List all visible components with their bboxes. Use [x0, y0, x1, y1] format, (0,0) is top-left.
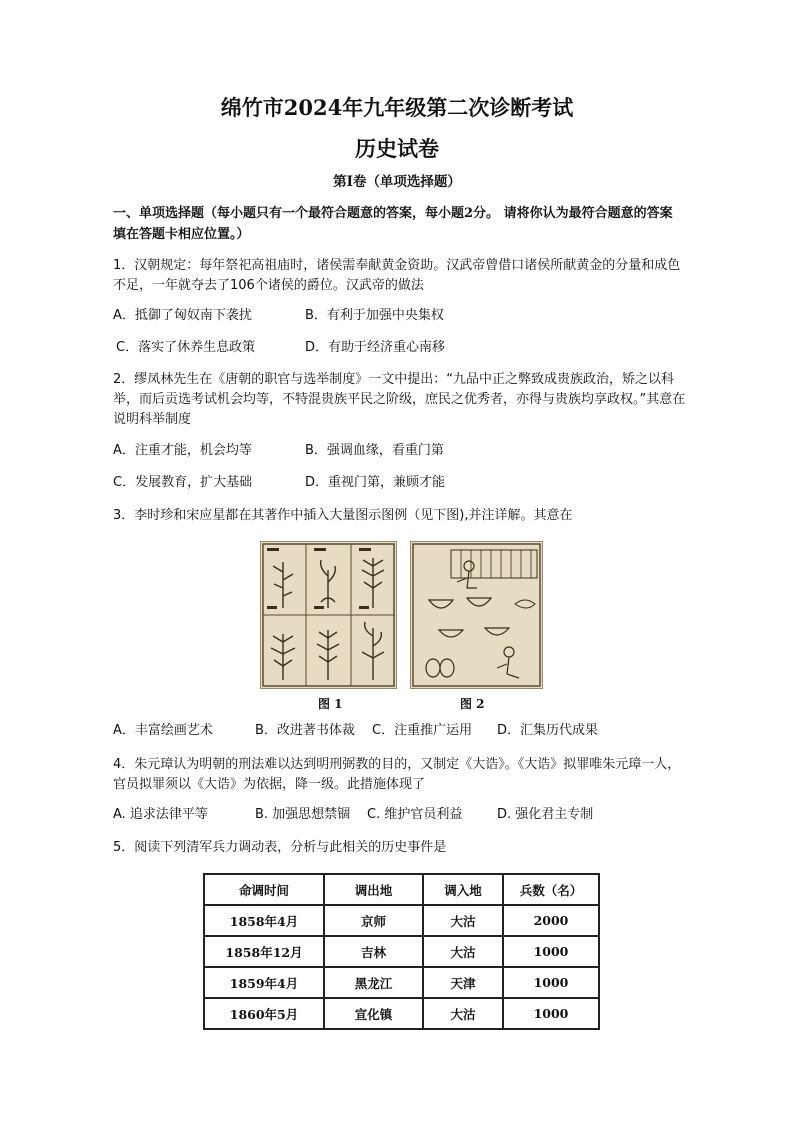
cell-to: 大沽 [423, 998, 503, 1029]
troop-movement-table [203, 873, 600, 1030]
q4-option-c: C. 维护官员利益 [367, 807, 463, 822]
q2-option-b: B．强调血缘，看重门第 [305, 443, 444, 458]
q3-option-a: A．丰富绘画艺术 [113, 723, 213, 738]
q1-option-c: C．落实了休养生息政策 [116, 340, 256, 355]
cell-time: 1858年4月 [204, 905, 324, 936]
table-header-row [204, 874, 599, 905]
figure-1-herbal-illustration [260, 541, 397, 689]
figure-1-caption: 图 1 [318, 697, 343, 711]
col-header-troops: 兵数（名） [503, 874, 599, 905]
q4-option-a: A. 追求法律平等 [113, 807, 208, 822]
table-row [204, 905, 599, 936]
question-4-stem: 4．朱元璋认为明朝的刑法难以达到明刑弼教的目的，又制定《大诰》。《大诰》拟罪唯朱元璋一人，官员拟罪须以《大诰》为依据，降一级。此措施体现了 [113, 757, 681, 792]
cell-troops: 2000 [503, 905, 599, 936]
q2-option-c: C．发展教育，扩大基础 [113, 475, 253, 490]
cell-to: 天津 [423, 967, 503, 998]
cell-from: 京师 [324, 905, 423, 936]
q4-option-b: B. 加强思想禁锢 [255, 807, 351, 822]
q3-option-b: B．改进著书体裁 [255, 723, 355, 738]
cell-to: 大沽 [423, 936, 503, 967]
section-instructions: 一、单项选择题（每小题只有一个最符合题意的答案，每小题2分。 请将你认为最符合题意的答案填在答题卡相应位置。） [113, 206, 673, 242]
q4-option-d: D. 强化君主专制 [497, 807, 594, 822]
question-5-stem: 5．阅读下列清军兵力调动表，分析与此相关的历史事件是 [113, 840, 447, 855]
exam-title: 绵竹市2024年九年级第二次诊断考试 [220, 95, 574, 120]
figure-2-caption: 图 2 [460, 697, 485, 711]
table-row [204, 967, 599, 998]
part-heading: 第Ⅰ卷（单项选择题） [333, 174, 461, 190]
cell-troops: 1000 [503, 936, 599, 967]
col-header-time: 命调时间 [204, 874, 324, 905]
q3-option-d: D．汇集历代成果 [497, 723, 599, 738]
q2-option-a: A．注重才能，机会均等 [113, 443, 252, 458]
figure-2-workshop-illustration [410, 541, 543, 689]
q3-option-c: C．注重推广运用 [372, 723, 473, 738]
cell-from: 宣化镇 [324, 998, 423, 1029]
q1-option-b: B．有利于加强中央集权 [305, 308, 444, 323]
cell-from: 黑龙江 [324, 967, 423, 998]
q1-option-d: D．有助于经济重心南移 [305, 340, 446, 355]
question-2-stem: 2．缪凤林先生在《唐朝的职官与选举制度》一文中提出：“九品中正之弊致成贵族政治，矫之以科举，而后贡选考试机会均等，不特混贵族平民之阶级，庶民之优秀者，亦得与贵族均享政权。”其意在说明科举制度 [113, 372, 686, 427]
question-1-stem: 1．汉朝规定：每年祭祀高祖庙时，诸侯需奉献黄金资助。汉武帝曾借口诸侯所献黄金的分量和成色不足，一年就夺去了106个诸侯的爵位。汉武帝的做法 [113, 258, 681, 293]
herb-drawings-icon [261, 542, 396, 688]
table-row [204, 998, 599, 1029]
cell-time: 1859年4月 [204, 967, 324, 998]
q2-option-d: D．重视门第，兼顾才能 [305, 475, 446, 490]
table-row [204, 936, 599, 967]
exam-subject: 历史试卷 [355, 136, 439, 161]
cell-troops: 1000 [503, 967, 599, 998]
col-header-to: 调入地 [423, 874, 503, 905]
cell-time: 1860年5月 [204, 998, 324, 1029]
q1-option-a: A．抵御了匈奴南下袭扰 [113, 308, 252, 323]
cell-from: 吉林 [324, 936, 423, 967]
col-header-from: 调出地 [324, 874, 423, 905]
cell-to: 大沽 [423, 905, 503, 936]
cell-time: 1858年12月 [204, 936, 324, 967]
question-3-stem: 3．李时珍和宋应星都在其著作中插入大量图示图例（见下图),并注详解。其意在 [113, 508, 573, 523]
workshop-scene-icon [411, 542, 542, 688]
cell-troops: 1000 [503, 998, 599, 1029]
